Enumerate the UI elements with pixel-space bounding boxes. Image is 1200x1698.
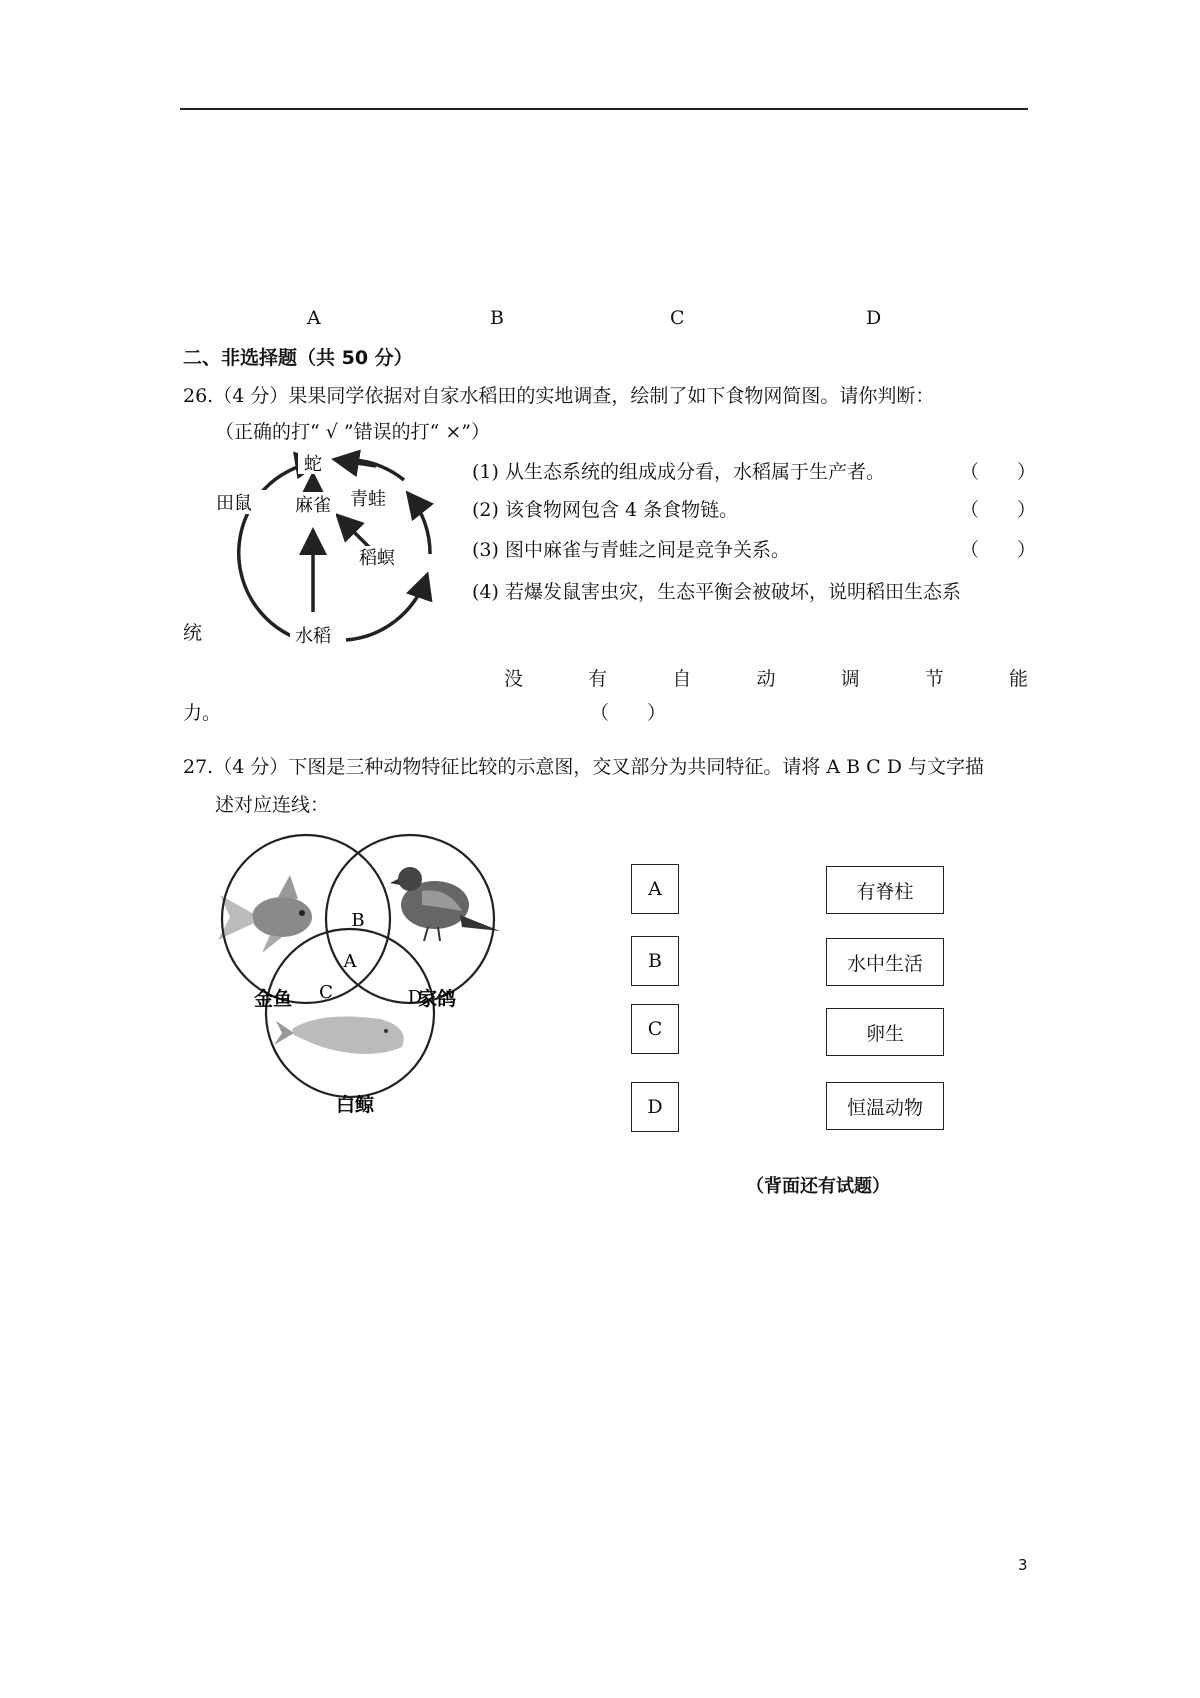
q26-item-4: (4) 若爆发鼠害虫灾，生态平衡会被破坏，说明稻田生态系 xyxy=(472,581,961,603)
choice-label-a: A xyxy=(307,307,321,329)
choice-label-c: C xyxy=(670,307,685,329)
region-a: A xyxy=(343,951,357,972)
page-number: 3 xyxy=(1018,1556,1028,1574)
goldfish-image xyxy=(218,875,312,953)
region-c: C xyxy=(319,982,333,1003)
q26-item-4-end: 力。 xyxy=(183,702,222,724)
q26-item-4-cont: 统 xyxy=(183,622,203,644)
node-mouse: 田鼠 xyxy=(216,493,252,514)
arc-planthopper-frog xyxy=(410,496,430,554)
q26-item-4-spread xyxy=(504,664,1028,691)
spread-char: 能 xyxy=(1008,668,1028,690)
back-page-note: （背面还有试题） xyxy=(746,1176,890,1197)
arc-rice-mouse-snake xyxy=(239,462,316,638)
match-left-d[interactable]: D xyxy=(631,1082,679,1132)
q26-item-2: (2) 该食物网包含 4 条食物链。 xyxy=(472,499,739,521)
q27-stem: 27.（4 分）下图是三种动物特征比较的示意图，交叉部分为共同特征。请将 A B C D 与文字描 xyxy=(183,756,984,778)
match-left-a[interactable]: A xyxy=(631,864,679,914)
match-left-c[interactable]: C xyxy=(631,1004,679,1054)
label-pigeon: 家鸽 xyxy=(418,988,457,1010)
node-rice: 水稻 xyxy=(295,626,331,647)
venn-diagram xyxy=(210,835,520,1135)
q26-item-2-paren[interactable]: （ ） xyxy=(960,499,1037,521)
q26-instruction: （正确的打“ √ ”错误的打“ ×”） xyxy=(215,421,490,443)
arc-rice-planthopper xyxy=(346,578,426,640)
match-right-aquatic[interactable]: 水中生活 xyxy=(826,938,944,986)
choice-label-d: D xyxy=(866,307,882,329)
match-right-vertebral-column[interactable]: 有脊柱 xyxy=(826,866,944,914)
spread-char: 调 xyxy=(840,668,860,690)
header-rule xyxy=(180,108,1028,110)
node-frog: 青蛙 xyxy=(350,489,386,510)
match-left-b[interactable]: B xyxy=(631,936,679,986)
match-right-warm-blooded[interactable]: 恒温动物 xyxy=(826,1082,944,1130)
beluga-image xyxy=(274,1017,404,1054)
q26-item-1-paren[interactable]: （ ） xyxy=(960,461,1037,483)
spread-char: 节 xyxy=(924,668,944,690)
region-d: D xyxy=(407,987,423,1008)
food-web-diagram xyxy=(216,452,438,650)
spread-char: 自 xyxy=(672,668,692,690)
q26-item-1: (1) 从生态系统的组成成分看，水稻属于生产者。 xyxy=(472,461,885,483)
choice-label-b: B xyxy=(490,307,504,329)
spread-char: 没 xyxy=(504,668,524,690)
label-beluga: 白鲸 xyxy=(336,1094,375,1116)
match-right-oviparous[interactable]: 卵生 xyxy=(826,1008,944,1056)
q26-item-4-paren[interactable]: （ ） xyxy=(590,702,667,724)
spread-char: 有 xyxy=(588,668,608,690)
node-sparrow: 麻雀 xyxy=(295,495,331,516)
node-snake: 蛇 xyxy=(304,454,322,475)
section-heading: 二、非选择题（共 50 分） xyxy=(183,347,413,369)
q26-item-3: (3) 图中麻雀与青蛙之间是竞争关系。 xyxy=(472,539,790,561)
q26-stem: 26.（4 分）果果同学依据对自家水稻田的实地调查，绘制了如下食物网简图。请你判断： xyxy=(183,385,935,407)
node-planthopper: 稻螟 xyxy=(359,548,395,569)
q26-item-3-paren[interactable]: （ ） xyxy=(960,539,1037,561)
spread-char: 动 xyxy=(756,668,776,690)
region-b: B xyxy=(351,910,365,931)
label-goldfish: 金鱼 xyxy=(254,988,293,1010)
q27-instruction: 述对应连线： xyxy=(215,794,330,816)
